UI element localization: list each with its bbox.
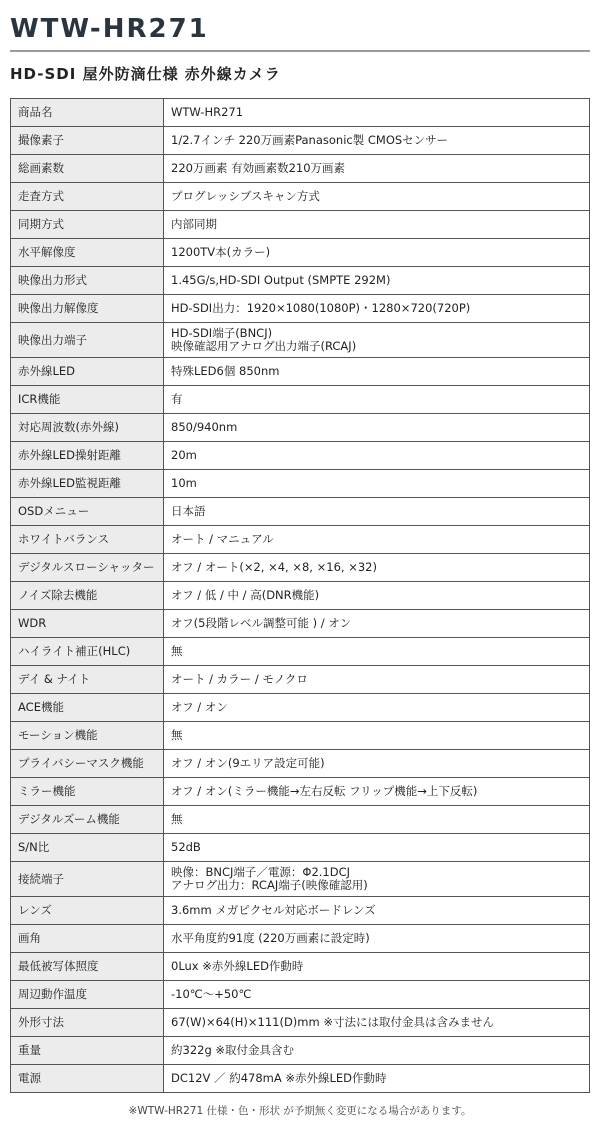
spec-label: 最低被写体照度 xyxy=(11,953,164,981)
spec-value: 52dB xyxy=(164,834,590,862)
spec-label: 周辺動作温度 xyxy=(11,981,164,1009)
spec-row xyxy=(11,897,590,925)
spec-label: モーション機能 xyxy=(11,722,164,750)
spec-row xyxy=(11,358,590,386)
spec-value: オフ(5段階レベル調整可能 ) / オン xyxy=(164,610,590,638)
spec-value: 無 xyxy=(164,806,590,834)
spec-row xyxy=(11,554,590,582)
spec-value: -10℃～+50℃ xyxy=(164,981,590,1009)
spec-row xyxy=(11,694,590,722)
spec-label: レンズ xyxy=(11,897,164,925)
spec-row xyxy=(11,155,590,183)
spec-row xyxy=(11,211,590,239)
spec-row xyxy=(11,386,590,414)
spec-row xyxy=(11,806,590,834)
spec-row xyxy=(11,1065,590,1093)
spec-row xyxy=(11,981,590,1009)
spec-row xyxy=(11,582,590,610)
spec-row xyxy=(11,295,590,323)
spec-label: ミラー機能 xyxy=(11,778,164,806)
spec-row xyxy=(11,470,590,498)
spec-label: 同期方式 xyxy=(11,211,164,239)
spec-label: 走査方式 xyxy=(11,183,164,211)
spec-label: ACE機能 xyxy=(11,694,164,722)
spec-label: 水平解像度 xyxy=(11,239,164,267)
spec-label: 電源 xyxy=(11,1065,164,1093)
spec-row xyxy=(11,750,590,778)
spec-row xyxy=(11,127,590,155)
spec-value: 67(W)×64(H)×111(D)mm ※寸法には取付金具は含みません xyxy=(164,1009,590,1037)
spec-value: 1.45G/s,HD-SDI Output (SMPTE 292M) xyxy=(164,267,590,295)
spec-value: 日本語 xyxy=(164,498,590,526)
spec-table xyxy=(10,98,590,1093)
spec-value: 20m xyxy=(164,442,590,470)
spec-row xyxy=(11,323,590,358)
spec-row xyxy=(11,239,590,267)
spec-label: 重量 xyxy=(11,1037,164,1065)
spec-row xyxy=(11,610,590,638)
spec-label: 撮像素子 xyxy=(11,127,164,155)
spec-label: OSDメニュー xyxy=(11,498,164,526)
spec-row xyxy=(11,267,590,295)
spec-label: デジタルズーム機能 xyxy=(11,806,164,834)
spec-label: S/N比 xyxy=(11,834,164,862)
spec-value: プログレッシブスキャン方式 xyxy=(164,183,590,211)
spec-label: 商品名 xyxy=(11,99,164,127)
spec-value: 約322g ※取付金具含む xyxy=(164,1037,590,1065)
spec-value: WTW-HR271 xyxy=(164,99,590,127)
spec-value: オフ / オート(×2, ×4, ×8, ×16, ×32) xyxy=(164,554,590,582)
spec-value: 220万画素 有効画素数210万画素 xyxy=(164,155,590,183)
spec-value: オフ / オン(ミラー機能→左右反転 フリップ機能→上下反転) xyxy=(164,778,590,806)
spec-label: 接続端子 xyxy=(11,862,164,897)
spec-label: 映像出力解像度 xyxy=(11,295,164,323)
title-divider xyxy=(10,50,590,52)
spec-row xyxy=(11,953,590,981)
spec-row xyxy=(11,183,590,211)
spec-row xyxy=(11,498,590,526)
spec-label: 対応周波数(赤外線) xyxy=(11,414,164,442)
spec-row xyxy=(11,862,590,897)
spec-value: オフ / 低 / 中 / 高(DNR機能) xyxy=(164,582,590,610)
spec-row xyxy=(11,414,590,442)
spec-row xyxy=(11,1009,590,1037)
spec-label: ICR機能 xyxy=(11,386,164,414)
spec-value: 10m xyxy=(164,470,590,498)
spec-value: 850/940nm xyxy=(164,414,590,442)
product-title: WTW-HR271 xyxy=(10,14,209,44)
spec-value: 1/2.7インチ 220万画素Panasonic製 CMOSセンサー xyxy=(164,127,590,155)
spec-label: 総画素数 xyxy=(11,155,164,183)
spec-value: オート / カラー / モノクロ xyxy=(164,666,590,694)
spec-label: 外形寸法 xyxy=(11,1009,164,1037)
spec-label: ノイズ除去機能 xyxy=(11,582,164,610)
spec-row xyxy=(11,834,590,862)
spec-label: WDR xyxy=(11,610,164,638)
spec-label: 赤外線LED xyxy=(11,358,164,386)
spec-label: ハイライト補正(HLC) xyxy=(11,638,164,666)
spec-value: オート / マニュアル xyxy=(164,526,590,554)
spec-value: 水平角度約91度 (220万画素に設定時) xyxy=(164,925,590,953)
spec-row xyxy=(11,778,590,806)
spec-change-footnote: ※WTW-HR271 仕様・色・形状 が予期無く変更になる場合があります。 xyxy=(128,1105,472,1117)
spec-value: DC12V ／ 約478mA ※赤外線LED作動時 xyxy=(164,1065,590,1093)
spec-value: 特殊LED6個 850nm xyxy=(164,358,590,386)
spec-value: 3.6mm メガピクセル対応ボードレンズ xyxy=(164,897,590,925)
spec-value: 有 xyxy=(164,386,590,414)
spec-value: オフ / オン xyxy=(164,694,590,722)
spec-row xyxy=(11,925,590,953)
spec-row xyxy=(11,638,590,666)
spec-label: 赤外線LED操射距離 xyxy=(11,442,164,470)
spec-value: HD-SDI出力：1920×1080(1080P)・1280×720(720P) xyxy=(164,295,590,323)
spec-row xyxy=(11,666,590,694)
spec-label: デイ & ナイト xyxy=(11,666,164,694)
spec-label: 画角 xyxy=(11,925,164,953)
spec-value: オフ / オン(9エリア設定可能) xyxy=(164,750,590,778)
spec-value: 無 xyxy=(164,638,590,666)
spec-value: 無 xyxy=(164,722,590,750)
spec-label: 映像出力端子 xyxy=(11,323,164,358)
spec-value: HD-SDI端子(BNCJ) 映像確認用アナログ出力端子(RCAJ) xyxy=(164,323,590,358)
spec-label: プライバシーマスク機能 xyxy=(11,750,164,778)
spec-value: 映像：BNCJ端子／電源：Φ2.1DCJ アナログ出力：RCAJ端子(映像確認用) xyxy=(164,862,590,897)
spec-row xyxy=(11,722,590,750)
spec-label: デジタルスローシャッター xyxy=(11,554,164,582)
spec-value: 1200TV本(カラー) xyxy=(164,239,590,267)
spec-label: ホワイトバランス xyxy=(11,526,164,554)
product-subtitle: HD-SDI 屋外防滴仕様 赤外線カメラ xyxy=(10,65,281,83)
spec-label: 映像出力形式 xyxy=(11,267,164,295)
spec-value: 0Lux ※赤外線LED作動時 xyxy=(164,953,590,981)
spec-value: 内部同期 xyxy=(164,211,590,239)
spec-label: 赤外線LED監視距離 xyxy=(11,470,164,498)
spec-row xyxy=(11,526,590,554)
spec-row xyxy=(11,1037,590,1065)
spec-row xyxy=(11,99,590,127)
spec-row xyxy=(11,442,590,470)
